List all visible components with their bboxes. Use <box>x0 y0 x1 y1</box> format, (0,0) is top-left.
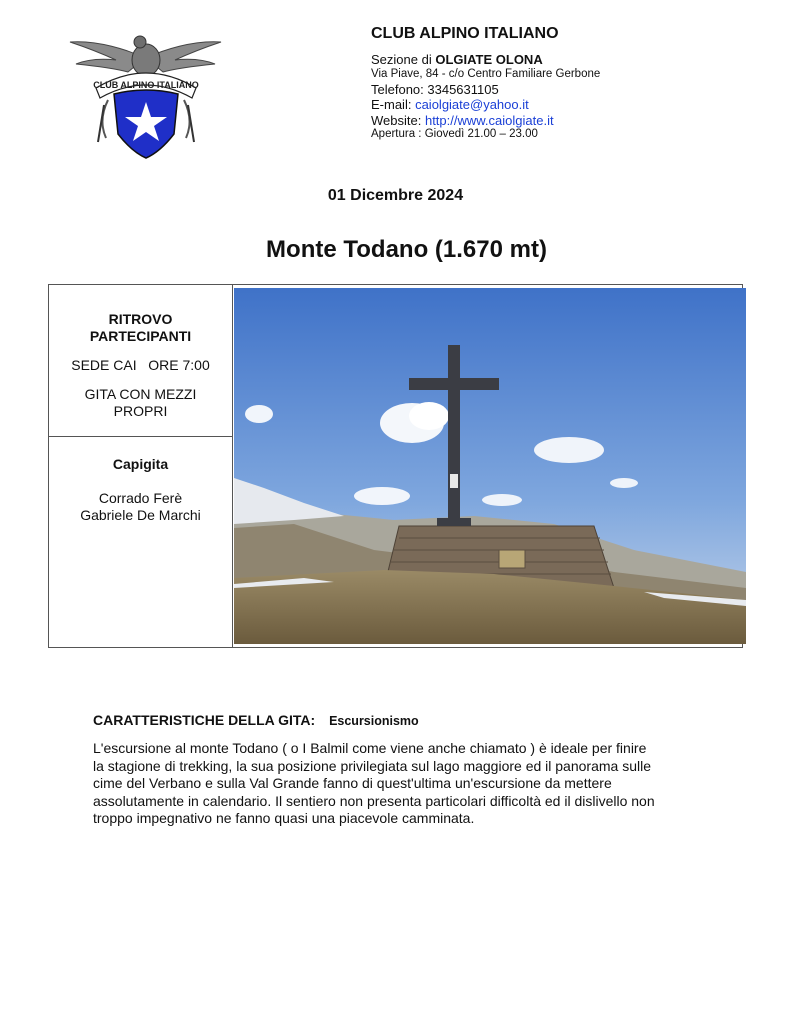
section-name: OLGIATE OLONA <box>435 52 543 68</box>
leader-name: Corrado Ferè <box>98 490 183 506</box>
club-phone: Telefono: 3345631105 <box>371 81 499 97</box>
leaders-list <box>49 490 232 524</box>
email-link[interactable]: caiolgiate@yahoo.it <box>415 97 529 113</box>
info-table <box>48 284 743 648</box>
meeting-cell <box>49 285 232 437</box>
leader-name: Gabriele De Marchi <box>80 507 201 523</box>
trip-description: L'escursione al monte Todano ( o I Balmil come viene anche chiamato ) è ideale per finire la stagione di trekking, la sua posizione privilegiata sul lago maggiore ed il panorama sulle cime del Verbano e sulla Val Grande fanno di quest'ultima un'escursione da mettere assolutamente in calendario. Il sentiero non presenta particolari difficoltà ed il dislivello non troppo impegnativo ne fanno quasi una piacevole camminata. <box>93 740 655 826</box>
meeting-heading: RITROVO PARTECIPANTI <box>89 311 192 344</box>
logo-text: CLUB ALPINO ITALIANO <box>93 80 199 90</box>
club-name: CLUB ALPINO ITALIANO <box>371 25 559 42</box>
info-left-column <box>49 285 233 647</box>
leaders-cell <box>49 437 232 647</box>
club-opening: Apertura : Giovedì 21.00 – 23.00 <box>371 128 538 141</box>
club-section: Sezione di OLGIATE OLONA <box>371 52 543 68</box>
club-email-row: E-mail: caiolgiate@yahoo.it <box>371 97 529 113</box>
meeting-transport: GITA CON MEZZI PROPRI <box>84 386 197 419</box>
meeting-place-time: SEDE CAI ORE 7:00 <box>71 357 210 373</box>
club-website-row: Website: http://www.caiolgiate.it <box>371 112 554 128</box>
summit-cross-photo <box>234 288 746 644</box>
club-address: Via Piave, 84 - c/o Centro Familiare Gerbone <box>371 67 601 80</box>
club-header <box>371 24 600 142</box>
trip-date: 01 Dicembre 2024 <box>327 187 464 204</box>
cai-logo <box>68 30 223 162</box>
characteristics-heading: CARATTERISTICHE DELLA GITA: Escursionismo <box>93 712 419 728</box>
leaders-heading: Capigita <box>112 456 169 472</box>
trip-title: Monte Todano (1.670 mt) <box>266 236 547 263</box>
characteristics-section <box>93 712 699 828</box>
website-link[interactable]: http://www.caiolgiate.it <box>424 112 554 128</box>
trip-type: Escursionismo <box>329 714 419 728</box>
